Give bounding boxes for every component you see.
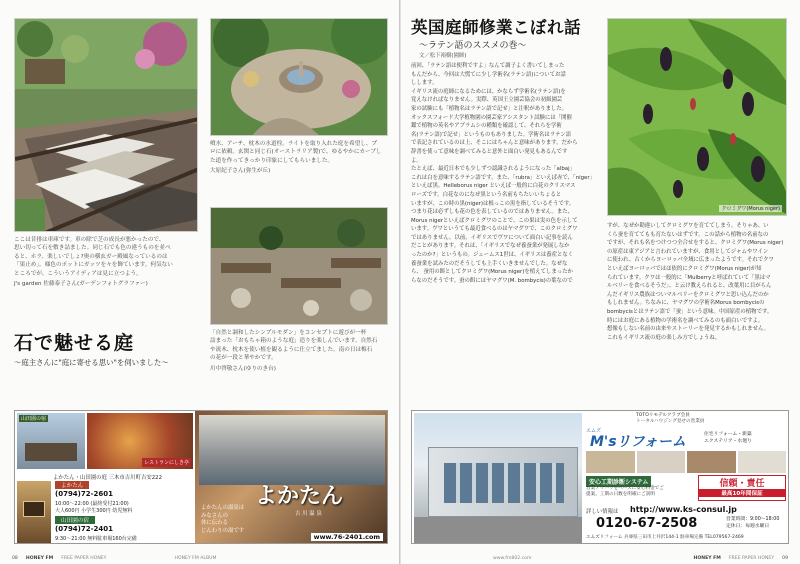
ad-road-shape [414,517,582,543]
ad-gate-sign [23,501,45,517]
caption-line: 「自然と調和したシンプルモダン」をコンセプトに遊びが一杯 [210,330,367,336]
column-headline: 英国庭師修業こぼれ話 [411,18,581,37]
ad-hours-line: 営業時間：9:00〜18:00 [726,517,780,522]
ad-left-panel [15,411,195,544]
ad-trust-sub: 最高10年間保証 [699,489,785,497]
footer-url: www.fm802.com [493,555,532,561]
body-line: といえば黒。Helleborus niger といえば一般的に白花のクリスマス [411,183,576,190]
caption-line: ると、ホラ、楽しいでしょ?奥の横玄ガー殿風なっているのは [14,253,168,260]
caption-line: ロに依頼。玄関と同じ石(オーストラリア製)で、ゆるやかにカーブし [210,149,382,156]
body-line: の原産は東アジアと言われていますが、食用としてジャムやワイン [607,248,769,255]
tagline-line: よかたんの湯泉は [201,505,245,511]
body-line: つまり花は必ずしも花の色を表しているのではありません。また、 [411,209,574,216]
ad-system-label: 安心工期診断システム [586,476,651,487]
ad-tagline [201,505,244,535]
column-subhead: ～ラテン語のススメの巻～ [419,41,527,51]
body-line: すが、なぜか勘違いしてクロミグワを育ててしまう。そりゃあ、い [607,223,769,229]
ad-restaurant-badge: レストランにしき亭 [144,460,189,466]
mulberry-caption: クロミグワ(Morus niger) [721,206,780,212]
ad-food-photo [87,413,193,469]
ad-gate-photo [17,481,51,543]
body-line: で表記されているのは上、そこにはちゃんと意味があります。だから [411,140,578,147]
modern-garden-illustration [211,208,388,325]
article-subhead: ～庭主さんに"庭に寄せる思い"を伺いました～ [14,358,169,367]
footer-center: HONEY FM ALBUM [174,555,217,561]
body-line: 想像もしない名前の由来やストーリーを発見するかもしれません。 [607,326,770,333]
body-line: オックスフォード大学植物園の園芸家アシスタント試験には「開催 [411,114,572,121]
caption-stone-garden [14,236,200,288]
body-line: イギリス流の庭師になるためには、かならず学術名(ラテン語)を [411,88,566,95]
body-line: ら、 蚕用の餌としてクロミグワ(Morus niger)を植えてしまったか [411,269,573,276]
ad-hours1: 10:00〜22:00 (最終受付21:00) [55,501,129,507]
body-line: 時にはお庭にある植物の学術名を調べてみるのも面白いですよ。 [607,317,764,324]
left-page [0,0,399,564]
body-line: らなのだそうです。蚕の餌にはヤマグワ(M. bombycis)の葉なので [411,277,573,284]
tagline-line: みなさんの [201,512,228,519]
stone-garden-photo [14,18,198,232]
ad-inn-roof-shape [25,443,77,461]
caption-line: の花が一段と華やかです。 [210,355,277,362]
body-line: 家の試験にも「植物名はラテン語で記せ」と注釈がありました。 [411,105,568,112]
footer-mag: FREE PAPER HONEY [61,555,107,561]
ad-url[interactable]: http://www.ks-consul.jp [630,505,737,514]
ad-tel1: (0794)72-2601 [55,490,114,498]
ms-reform-ad [411,410,789,544]
ad-company: エムズリフォーム 兵庫県三田市上井沢144-1 駐車場完備 TEL079567-2469 [586,535,744,540]
ad-interior-photo [738,451,787,473]
ad-right-content [586,413,786,543]
ad-interior-photo [687,451,736,473]
body-line: だことがあります。それは、「イギリスでなぜ養蚕業が発展しなか [411,243,570,250]
modern-garden-photo [210,207,388,325]
ad-building-windows [444,463,564,503]
ad-top-text [636,413,704,426]
tagline-line: じんわりの湯です [201,527,245,534]
ad-system-text [586,486,664,499]
ad-price1: 大人600円 小学生300円 幼児無料 [55,508,133,514]
right-page [401,0,800,564]
body-line: bombycisとはラテン語で「蚕」という意味。中国原産の植物です。 [607,308,773,315]
body-line: られています。クワは一般的に「Mulberryと呼ばれていて「黒はマ [607,274,771,281]
caption-line: ところでが、こういうアイディアは見に立つよう。 [14,270,142,277]
tagline-line: 体に伝わる [201,520,228,527]
body-line: これは白を意味するラテン語です。また、「rubra」といえば赤で、「niger」 [411,174,595,181]
fountain-garden-illustration [211,19,388,136]
body-line: ったのか?」というもの。ジェームス1世は、イギリスは養産となく [411,252,574,259]
mulberry-photo [607,18,787,216]
ad-right-panel [195,411,388,544]
body-line: しします。 [411,80,438,87]
left-footer [0,552,399,564]
body-line: もしれません。ちなみに、ヤマグワの学術名Morus bombycisの [607,300,765,307]
page-number: 09 [782,555,788,561]
body-line: これもイギリス流の庭の楽しみ方でしょうね。 [607,334,721,341]
body-line: といえばヨーロッパではほ依的にクロミグワ(Morus niger)が知 [607,265,762,272]
body-line: ですが、それも名をつけつつ全合せをすると、クロミグワ(Morus niger) [607,240,784,247]
caption-credit: J's garden 佐藤泰子さん(ガーデンフォトグラファー) [14,281,148,288]
ad-system-line: 営業ノウハウをベースに安心料金でご [586,486,664,491]
ad-interior-photos [586,451,786,473]
stone-garden-illustration [15,19,198,232]
body-line: います。ヴワというても最近食べるのはヤマグワで、このクロミグワ [411,226,578,233]
article-headline: 石で魅せる庭 [14,332,135,354]
footer-brand: HONEY FM [693,555,721,561]
ad-service-line: 住宅リフォーム・新築 [704,432,752,437]
body-line: 養蚕業を試みたのだそうしても上手くいきませんでした。なぜな [411,260,568,267]
ad-service-line: エクステリア・水廻り [704,439,752,444]
column-body-1 [411,62,604,285]
body-line: ローズです。白花なのになぜ黒という名前もちたいいちょると [411,191,562,198]
ad-tel[interactable]: 0120-67-2508 [596,516,698,531]
ad-interior-photo [586,451,635,473]
body-line: たとえば、最近日本でも少しずつ認識されるようになった「albaj」 [411,166,575,173]
body-line: 名(ラテン語)で記せ」というものもありました。学術名はラテン語 [411,131,571,138]
ad-top-line: TOTOリモデルクラブ会員 [636,413,690,418]
caption-line: た道を作ってきっかり印象にしてもらいました。 [210,157,334,164]
ad-shop-name: よかたん・山田園の庭 三木市吉川町吉安222 [53,475,163,481]
mulberry-illustration [608,19,787,216]
footer-brand: HONEY FM [25,555,54,561]
column-body-2 [607,222,790,342]
caption-line: や流木、枕木を使い植を観るように仕立てました。南の日は梅石 [210,346,373,353]
ad-inn-label: 山田園の宿 [21,416,47,422]
body-line: 鑑で植物の英名やアブラムシの種類を確認して、それらを学術 [411,123,562,130]
caption-line: 思い切って石を敷き詰ました。同じ石でも色の違うものを並べ [14,245,171,252]
body-line: 前回、「ラテン語は便利ですよ」なんて調子よく書いてしまった [411,63,565,69]
right-footer [401,552,800,564]
body-line: 覚えなければなりません。実際、英国王立園芸協会の初級園芸 [411,97,563,104]
footer-mag: FREE PAPER HONEY [728,555,775,561]
page-number: 08 [12,555,18,561]
body-line: Morus nigerといえばクロミグワのことで、この果は実の色を示して [411,217,578,224]
body-line: いますが、この時の黒(niger)は根っこの黒を指しているそうです。 [411,200,575,207]
body-line: に使われ、古くからヨーロッパ全域に広まったようです。それでクワ [607,257,774,264]
body-line: よ。 [411,157,422,164]
ad-hours2: 9:30〜21:00 無料駐車場160台完備 [55,536,137,542]
caption-modern-garden [210,329,392,373]
body-line: 辞書を使って意味を調べてみると意外と面白い発見もあるんです [411,148,568,155]
fountain-garden-photo [210,18,388,136]
caption-line: ここは昔排は車庫です。車の除で芝の成長が悪かったので、 [14,237,165,243]
ad-trust: 信頼・責任 [719,479,765,489]
ad-onsen-photo [199,415,385,485]
caption-line: 詰まった「おもちゃ箱のような庭」造りを楽しんでいます。自然石 [210,338,378,345]
caption-line: 噴水、アーチ、枕木の水道栓。ライトを取り入れた庭を希望し、プ [210,141,378,147]
ad-logo: よかたん [255,483,344,509]
ad-services [704,431,752,445]
ad-url[interactable]: www.76-2401.com [311,533,383,541]
yokatan-ad [14,410,388,544]
body-line: ではありません。以前、イギリスでヴワについて面白い記事を読ん [411,234,573,241]
column-author: 文／松下裕樹(園師) [419,53,467,59]
ad-brand: M'sリフォーム [590,434,686,450]
ad-interior-photo [637,451,686,473]
body-line: もんだから、今回は大慌てに少し学術名(ラテン語)についてお話 [411,71,566,78]
ad-branch2-label: 山田園の宿 [55,516,95,524]
ad-inn-photo [17,413,85,469]
ad-branch1-label: よかたん [55,481,89,489]
body-line: くら蚕を育ててもも育たないはずです。この話から植物の名前なの [607,231,769,238]
ad-tel2: (0794)72-2401 [55,525,114,533]
caption-line: 「果止め」。様色のポットにガッツを々を飾ています。何気ない [14,262,173,269]
ad-trust-box [698,475,786,501]
ad-top-line: トータルハウジング見せの営業員 [636,419,705,425]
ad-inquiry-label: 詳しい情報は [586,509,619,515]
ad-hours-line: 定休日：毎週水曜日 [726,523,770,529]
caption-credit: 大原紀子さん(弥生が丘) [210,168,271,175]
ad-brand-prefix: エムズ [586,428,602,434]
ad-logo-sub: 吉 川 温 泉 [295,511,322,517]
body-line: んだイギリス農族はついマルベリーをクロミグワと思い込んだのか [607,291,769,298]
body-line: ルベリーを食べるそうだ」、と云け教えられると、改葉用に目がらん [607,283,772,290]
caption-fountain-garden [210,140,392,176]
caption-credit: 川中啓敬さん(ゆりのき台) [210,365,276,372]
ad-hours [726,517,779,531]
ad-building-photo [414,413,582,543]
ad-system-line: 提案。工期の日数を明確にご説明 [586,492,655,498]
